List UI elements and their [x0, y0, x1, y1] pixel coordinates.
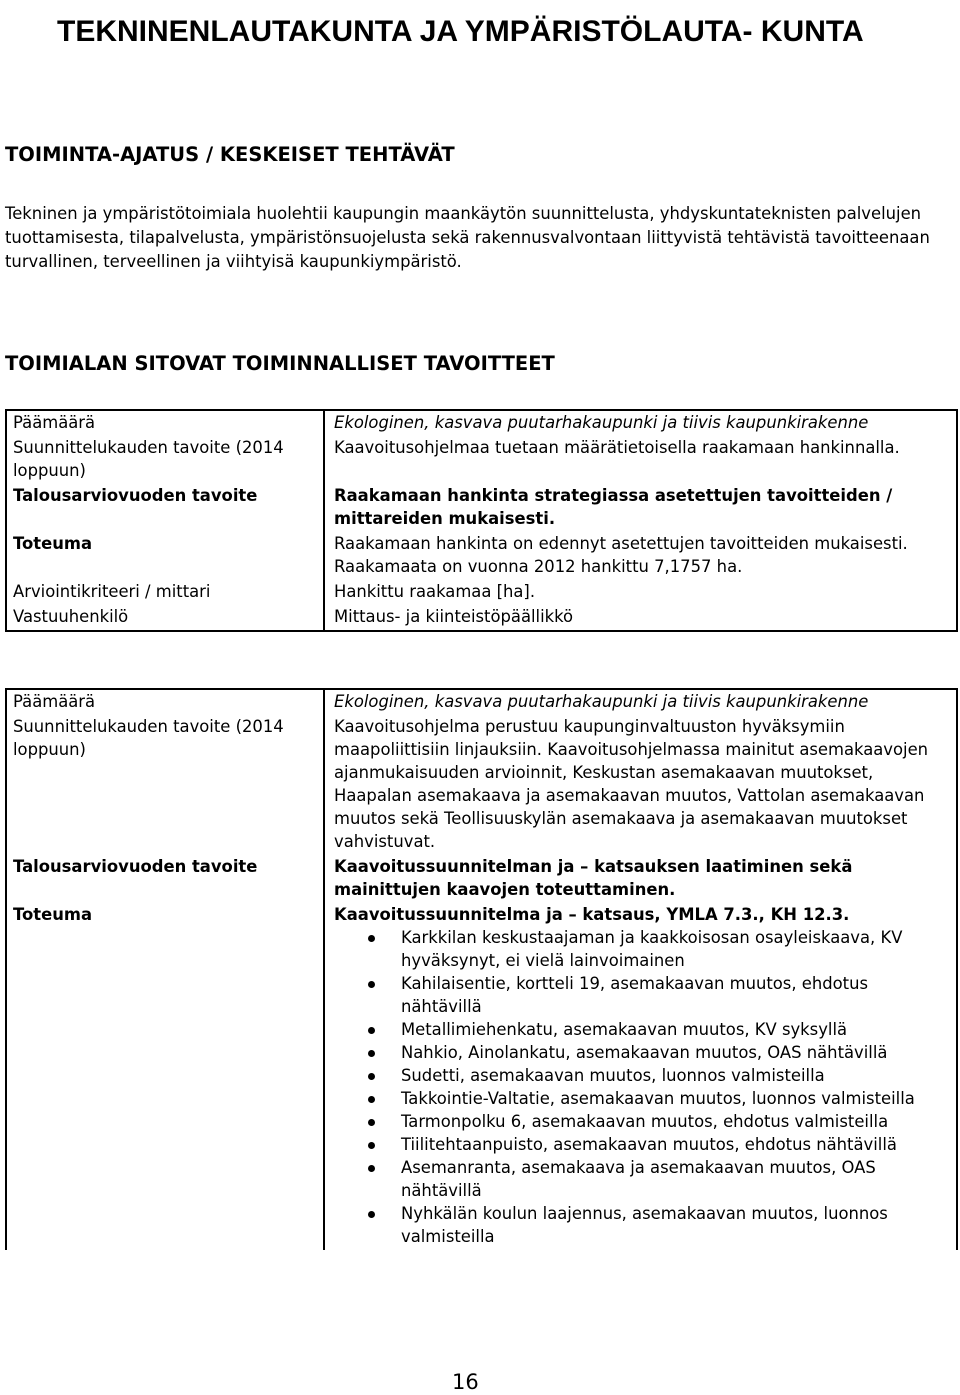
actual-value: Raakamaan hankinta on edennyt asetettujen tavoitteiden mukaisesti. Raakamaata on vuonna 2012 hankittu 7,1757 ha. [324, 532, 957, 580]
goal-label: Päämäärä [6, 410, 324, 436]
plan-value: Kaavoitusohjelma perustuu kaupunginvaltuuston hyväksymiin maapoliittisiin linjauksiin. Kaavoitusohjelmassa mainitut asemakaavojen ajanmukaisuuden arvioinnit, Keskustan asemakaavan muutokset, Haapalan asemakaava ja asemakaavan muutos, Vattolan asemakaavan muutos sekä Teollisuuskylän asemakaava ja asemakaavan muutokset vahvistuvat. [324, 715, 957, 855]
criteria-value: Hankittu raakamaa [ha]. [324, 580, 957, 605]
list-item: Kahilaisentie, kortteli 19, asemakaavan muutos, ehdotus nähtävillä [401, 972, 948, 1018]
list-item: Sudetti, asemakaavan muutos, luonnos valmisteilla [401, 1064, 948, 1087]
list-item: Metallimiehenkatu, asemakaavan muutos, KV syksyllä [401, 1018, 948, 1041]
budget-value: Raakamaan hankinta strategiassa asetettujen tavoitteiden / mittareiden mukaisesti. [324, 484, 957, 532]
actual-cell [324, 903, 957, 1250]
table-row [6, 580, 957, 605]
list-item: Karkkilan keskustaajaman ja kaakkoisosan osayleiskaava, KV hyväksynyt, ei vielä lainvoimainen [401, 926, 948, 972]
actual-value: Kaavoitussuunnitelma ja – katsaus, YMLA 7.3., KH 12.3. [334, 905, 850, 924]
actual-list [334, 926, 948, 1248]
table-row [6, 903, 957, 1250]
page-title: TEKNINENLAUTAKUNTA JA YMPÄRISTÖLAUTA- KUNTA [57, 15, 864, 48]
owner-value: Mittaus- ja kiinteistöpäällikkö [324, 605, 957, 631]
list-item: Nyhkälän koulun laajennus, asemakaavan muutos, luonnos valmisteilla [401, 1202, 948, 1248]
budget-label: Talousarviovuoden tavoite [6, 855, 324, 903]
list-item: Tiilitehtaanpuisto, asemakaavan muutos, ehdotus nähtävillä [401, 1133, 948, 1156]
plan-label: Suunnittelukauden tavoite (2014 loppuun) [6, 715, 324, 855]
goal-label: Päämäärä [6, 689, 324, 715]
budget-label: Talousarviovuoden tavoite [6, 484, 324, 532]
actual-label: Toteuma [6, 903, 324, 1250]
goal-table-zoning [5, 688, 958, 1250]
table-row [6, 436, 957, 484]
mission-text: Tekninen ja ympäristötoimiala huolehtii kaupungin maankäytön suunnittelusta, yhdyskuntateknisten palvelujen tuottamisesta, tilapalvelusta, ympäristönsuojelusta sekä rakennusvalvontaan liittyvistä tehtävistä tavoitteenaan turvallinen, terveellinen ja viihtyisä kaupunkiympäristö. [5, 204, 930, 271]
table-row [6, 484, 957, 532]
goal-value: Ekologinen, kasvava puutarhakaupunki ja tiivis kaupunkirakenne [324, 410, 957, 436]
table-row [6, 410, 957, 436]
plan-label: Suunnittelukauden tavoite (2014 loppuun) [6, 436, 324, 484]
mission-heading: TOIMINTA-AJATUS / KESKEISET TEHTÄVÄT [5, 143, 455, 166]
budget-value: Kaavoitussuunnitelman ja – katsauksen laatiminen sekä mainittujen kaavojen toteuttaminen. [324, 855, 957, 903]
plan-value: Kaavoitusohjelmaa tuetaan määrätietoisella raakamaan hankinnalla. [324, 436, 957, 484]
table-row [6, 532, 957, 580]
table-row [6, 689, 957, 715]
list-item: Takkointie-Valtatie, asemakaavan muutos, luonnos valmisteilla [401, 1087, 948, 1110]
goals-heading: TOIMIALAN SITOVAT TOIMINNALLISET TAVOITTEET [5, 352, 555, 375]
page-number: 16 [452, 1370, 479, 1394]
list-item: Asemanranta, asemakaava ja asemakaavan muutos, OAS nähtävillä [401, 1156, 948, 1202]
goal-value: Ekologinen, kasvava puutarhakaupunki ja tiivis kaupunkirakenne [324, 689, 957, 715]
goal-table-land-acquisition [5, 409, 958, 632]
actual-label: Toteuma [6, 532, 324, 580]
list-item: Nahkio, Ainolankatu, asemakaavan muutos, OAS nähtävillä [401, 1041, 948, 1064]
table-row [6, 605, 957, 631]
list-item: Tarmonpolku 6, asemakaavan muutos, ehdotus valmisteilla [401, 1110, 948, 1133]
owner-label: Vastuuhenkilö [6, 605, 324, 631]
table-row [6, 715, 957, 855]
criteria-label: Arviointikriteeri / mittari [6, 580, 324, 605]
table-row [6, 855, 957, 903]
